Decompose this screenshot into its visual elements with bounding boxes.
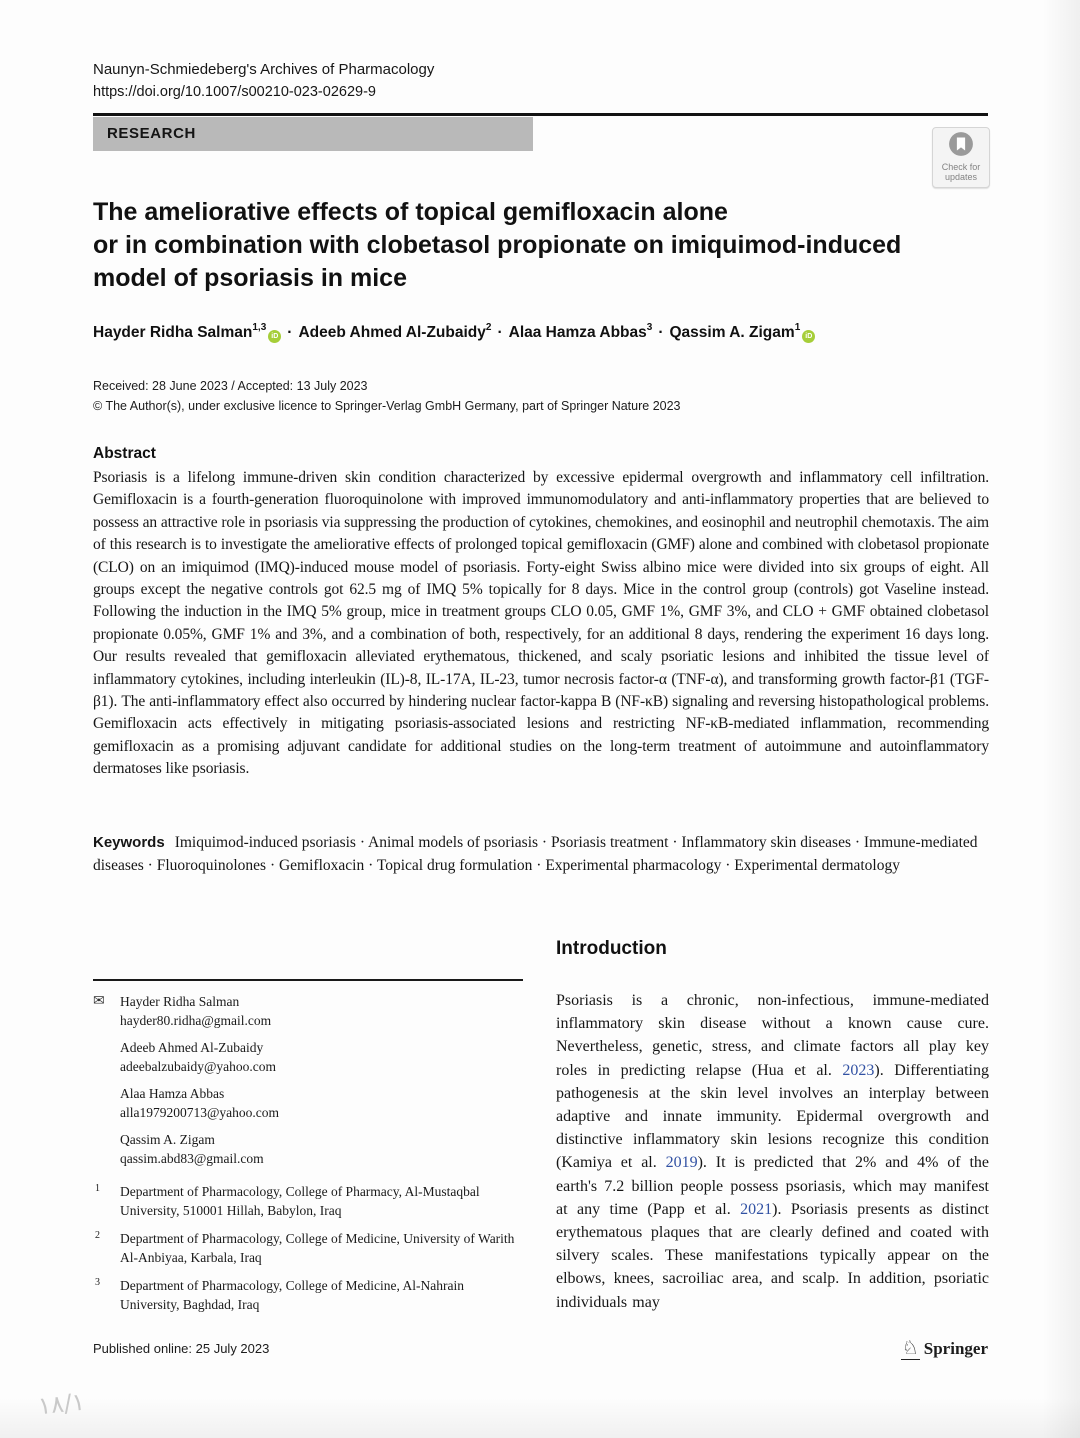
page-title [93, 196, 993, 295]
author-separator: · [658, 324, 664, 342]
affiliation-number: 1 [95, 1183, 100, 1194]
correspondent-name: Adeeb Ahmed Al-Zubaidy [120, 1040, 264, 1055]
badge-text-line2: updates [944, 172, 978, 182]
article-type-banner [93, 117, 533, 151]
affiliation-entry [93, 1182, 523, 1220]
keywords-block [93, 831, 989, 877]
article-type-label: RESEARCH [107, 125, 196, 142]
introduction-heading: Introduction [556, 938, 667, 959]
affiliation-number: 3 [95, 1277, 100, 1288]
footnotes-column [93, 935, 523, 1323]
affiliation-text: Department of Pharmacology, College of Medicine, Al-Nahrain University, Baghdad, Iraq [120, 1278, 465, 1312]
intro-text: ). Psoriasis presents as distinct erythematous plaques that are clearly defined and coated with silvery scales. These manifestations typically appear on the elbows, knees, sacroiliac area, and scalp. In addition, psoriatic individuals may [556, 1200, 989, 1311]
published-online: Published online: 25 July 2023 [93, 1341, 270, 1356]
author-name: Hayder Ridha Salman [93, 324, 253, 342]
journal-name: Naunyn-Schmiedeberg's Archives of Pharmacology [93, 61, 435, 78]
author-affiliation-sup: 2 [485, 322, 492, 333]
author-affiliation-sup: 3 [646, 322, 653, 333]
correspondent-name: Qassim A. Zigam [120, 1132, 215, 1147]
author [669, 324, 815, 341]
correspondence-block [93, 992, 523, 1168]
affiliation-number: 2 [95, 1230, 100, 1241]
authors-line [93, 323, 993, 343]
publisher-name: Springer [923, 1339, 988, 1358]
author-separator: · [497, 324, 503, 342]
footnote-rule [93, 979, 523, 981]
correspondent-name: Alaa Hamza Abbas [120, 1086, 225, 1101]
title-line-1: The ameliorative effects of topical gemifloxacin alone [93, 198, 728, 226]
keywords-label: Keywords [93, 834, 165, 851]
correspondence-entry [93, 1130, 523, 1168]
abstract-text: Psoriasis is a lifelong immune-driven skin condition characterized by excessive epidermal overgrowth and inflammatory cell infiltration. Gemifloxacin is a fourth-generation fluoroquinolone with improved immunomodulatory and anti-inflammatory properties that are believed to possess an attractive role in psoriasis via suppressing the production of cytokines, chemokines, and eosinophil and neutrophil chemotaxis. The aim of this research is to investigate the ameliorative effects of prolonged topical gemifloxacin (GMF) alone and combined with clobetasol propionate (CLO) on an imiquimod (IMQ)-induced mouse model of psoriasis. Forty-eight Swiss albino mice were divided into six groups of eight. All groups except the negative controls got 62.5 mg of IMQ 5% topically for 8 days. Mice in the control group (controls) got Vaseline instead. Following the induction in the IMQ 5% group, mice in treatment groups CLO 0.05, GMF 1%, GMF 3%, and CLO + GMF obtained clobetasol propionate 0.05%, GMF 1% and 3%, and a combination of both, respectively, for an additional 8 days, rendering the experiment 16 days long. Our results revealed that gemifloxacin alleviated erythematous, thickened, and scaly psoriatic lesions and inhibited the tissue level of inflammatory cytokines, including interleukin (IL)-8, IL-17A, IL-23, tumor necrosis factor-α (TNF-α), and transforming growth factor-β1 (TGF-β1). The anti-inflammatory effect also occurred by hindering nuclear factor-kappa B (NF-κB) signaling and reversing histopathological problems. Gemifloxacin acts effectively in mitigating psoriasis-associated lesions and restricting NF-κB-mediated inflammation, recommending gemifloxacin as a promising adjuvant candidate for additional studies on the long-term treatment of autoimmune and autoinflammatory dermatoses like psoriasis. [93, 469, 989, 778]
header-rule [93, 113, 988, 116]
check-for-updates-badge[interactable] [932, 127, 990, 188]
author-affiliation-sup: 1,3 [252, 322, 267, 333]
badge-text-line1: Check for [941, 162, 981, 172]
affiliation-entry [93, 1276, 523, 1314]
springer-logo [901, 1337, 988, 1360]
orcid-icon[interactable]: iD [268, 330, 281, 343]
correspondence-entry [93, 1084, 523, 1122]
envelope-icon: ✉ [93, 994, 105, 1009]
two-column-region [93, 935, 989, 1323]
citation-link[interactable]: 2019 [665, 1154, 698, 1172]
doi-link[interactable]: https://doi.org/10.1007/s00210-023-02629-9 [93, 84, 376, 100]
intro-text: ). It is predicted that 2% and 4% of the earth's 7.2 billion people possess psoriasis, which may manifest at any time (Papp et al. [556, 1154, 989, 1218]
correspondence-entry [93, 1038, 523, 1076]
correspondent-email[interactable]: alla1979200713@yahoo.com [120, 1105, 280, 1120]
author [509, 324, 653, 341]
affiliation-text: Department of Pharmacology, College of Pharmacy, Al-Mustaqbal University, 510001 Hillah, Babylon, Iraq [120, 1184, 480, 1218]
author-name: Adeeb Ahmed Al-Zubaidy [298, 324, 486, 342]
orcid-icon[interactable]: iD [802, 330, 815, 343]
author-affiliation-sup: 1 [794, 322, 801, 333]
introduction-column [556, 935, 989, 1323]
title-line-2: or in combination with clobetasol propionate on imiquimod-induced [93, 231, 902, 259]
affiliations-block [93, 1182, 523, 1314]
author-name: Qassim A. Zigam [669, 324, 795, 342]
author [298, 324, 491, 341]
crossmark-icon [948, 144, 974, 161]
citation-link[interactable]: 2023 [842, 1061, 875, 1079]
abstract-heading: Abstract [93, 445, 156, 462]
introduction-paragraph [556, 989, 989, 1314]
intro-text: ). Differentiating pathogenesis at the skin level involves an interplay between adaptive and innate immunity. Epidermal overgrowth and distinctive inflammatory skin lesions recognize this condition (Kamiya et al. [556, 1061, 989, 1172]
correspondent-name: Hayder Ridha Salman [120, 994, 240, 1009]
author-separator: · [287, 324, 293, 342]
received-accepted: Received: 28 June 2023 / Accepted: 13 July 2023 [93, 379, 368, 393]
affiliation-text: Department of Pharmacology, College of Medicine, University of Warith Al-Anbiyaa, Karbala, Iraq [120, 1231, 515, 1265]
author [93, 324, 281, 341]
keywords-text: Imiquimod-induced psoriasis · Animal models of psoriasis · Psoriasis treatment · Inflammatory skin diseases · Immune-mediated diseases · Fluoroquinolones · Gemifloxacin · Topical drug formulation · Experimental pharmacology · Experimental dermatology [93, 834, 978, 874]
correspondence-entry [93, 992, 523, 1030]
correspondent-email[interactable]: adeebalzubaidy@yahoo.com [120, 1059, 276, 1074]
handwritten-page-mark: ١٨/١ [36, 1387, 87, 1421]
springer-knight-icon: ♘ [901, 1338, 919, 1359]
correspondent-email[interactable]: qassim.abd83@gmail.com [120, 1151, 264, 1166]
title-line-3: model of psoriasis in mice [93, 264, 407, 292]
author-name: Alaa Hamza Abbas [508, 324, 647, 342]
citation-link[interactable]: 2021 [740, 1200, 773, 1218]
correspondent-email[interactable]: hayder80.ridha@gmail.com [120, 1013, 272, 1028]
affiliation-entry [93, 1229, 523, 1267]
copyright-line: © The Author(s), under exclusive licence to Springer-Verlag GmbH Germany, part of Springer Nature 2023 [93, 399, 681, 413]
intro-text: Psoriasis is a chronic, non-infectious, immune-mediated inflammatory skin disease without a known cause cure. Nevertheless, genetic, stress, and climate factors all play key roles in predicting relapse (Hua et al. [556, 992, 989, 1079]
dates-block [93, 376, 893, 416]
